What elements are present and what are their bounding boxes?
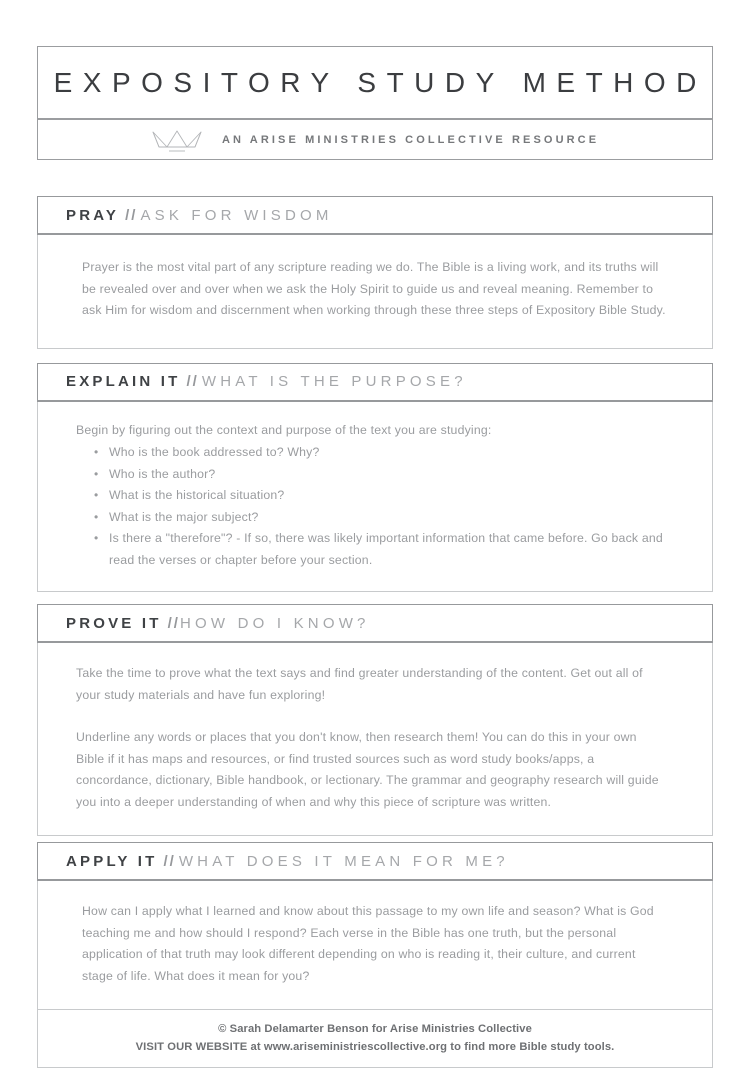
section-gap: [37, 349, 713, 363]
document-footer: [37, 1010, 713, 1068]
section-body-apply-it: [37, 881, 713, 1010]
footer-website: VISIT OUR WEBSITE at www.ariseministriescollective.org to find more Bible study tools.: [135, 1041, 615, 1053]
section-title-sub: WHAT DOES IT MEAN FOR ME?: [178, 852, 509, 870]
section-prove-it: [37, 604, 713, 836]
section-title-divider: //: [125, 206, 138, 224]
masthead-title-row: [38, 47, 712, 120]
list-item: • Is there a "therefore"? - If so, there was likely important information that came before. Go back and read the verses or chapter before your section.: [94, 528, 668, 571]
section-title-sub: ASK FOR WISDOM: [140, 206, 333, 224]
section-header-prove-it: [37, 604, 713, 643]
masthead-subtitle-row: [38, 120, 712, 159]
list-item: • What is the historical situation?: [94, 485, 668, 507]
section-body-pray: [37, 235, 713, 349]
section-paragraph: Prayer is the most vital part of any scripture reading we do. The Bible is a living work, and its truths will be revealed over and over when we ask the Holy Spirit to guide us and reveal meaning. Remember to ask Him for wisdom and discernment when working through these three steps of Expository Bible Study.: [82, 260, 666, 317]
section-body-explain-it: [37, 402, 713, 593]
section-title-divider: //: [186, 373, 199, 390]
section-title-main: APPLY IT: [66, 852, 158, 870]
section-title-main: PROVE IT: [66, 614, 162, 632]
section-header-pray: [37, 196, 713, 235]
list-item: • Who is the book addressed to? Why?: [94, 442, 668, 464]
section-bullet-list: [76, 442, 668, 571]
sections-container: [37, 196, 713, 1068]
section-title-main: PRAY: [66, 206, 120, 224]
section-header-apply-it: [37, 842, 713, 881]
document-masthead: [37, 46, 713, 160]
section-gap: [37, 592, 713, 604]
section-title-divider: //: [163, 852, 176, 870]
section-paragraph: Underline any words or places that you don't know, then research them! You can do this in your own Bible if it has maps and resources, or find trusted sources such as word study books/apps, a concordance, dictionary, Bible handbook, or lectionary. The grammar and geography research will guide you into a deeper understanding of when and why this piece of scripture was written.: [76, 730, 659, 809]
section-title-sub: WHAT IS THE PURPOSE?: [201, 373, 467, 390]
section-title-sub: HOW DO I KNOW?: [179, 614, 370, 632]
crown-icon: [151, 126, 203, 154]
document-page: [0, 46, 750, 1053]
footer-copyright: © Sarah Delamarter Benson for Arise Ministries Collective: [218, 1023, 532, 1035]
section-title-main: EXPLAIN IT: [66, 373, 181, 390]
section-body-prove-it: [37, 643, 713, 836]
section-paragraph: How can I apply what I learned and know about this passage to my own life and season? What is God teaching me and how should I respond? Each verse in the Bible has one truth, but the personal application of that truth may look different depending on who is reading it, their culture, and current stage of life. What does it mean for you?: [82, 904, 654, 983]
section-header-explain-it: [37, 363, 713, 402]
list-item: • What is the major subject?: [94, 507, 668, 529]
section-title-divider: //: [167, 614, 180, 632]
masthead-subtitle: AN ARISE MINISTRIES COLLECTIVE RESOURCE: [221, 133, 600, 146]
page-title: EXPOSITORY STUDY METHOD: [53, 66, 707, 98]
section-pray: [37, 196, 713, 349]
section-explain-it: [37, 363, 713, 593]
list-item: • Who is the author?: [94, 464, 668, 486]
section-apply-it: [37, 842, 713, 1010]
section-paragraph: Take the time to prove what the text says and find greater understanding of the content. Get out all of your study materials and have fun exploring!: [76, 666, 643, 702]
section-paragraph: Begin by figuring out the context and purpose of the text you are studying:: [76, 422, 492, 437]
